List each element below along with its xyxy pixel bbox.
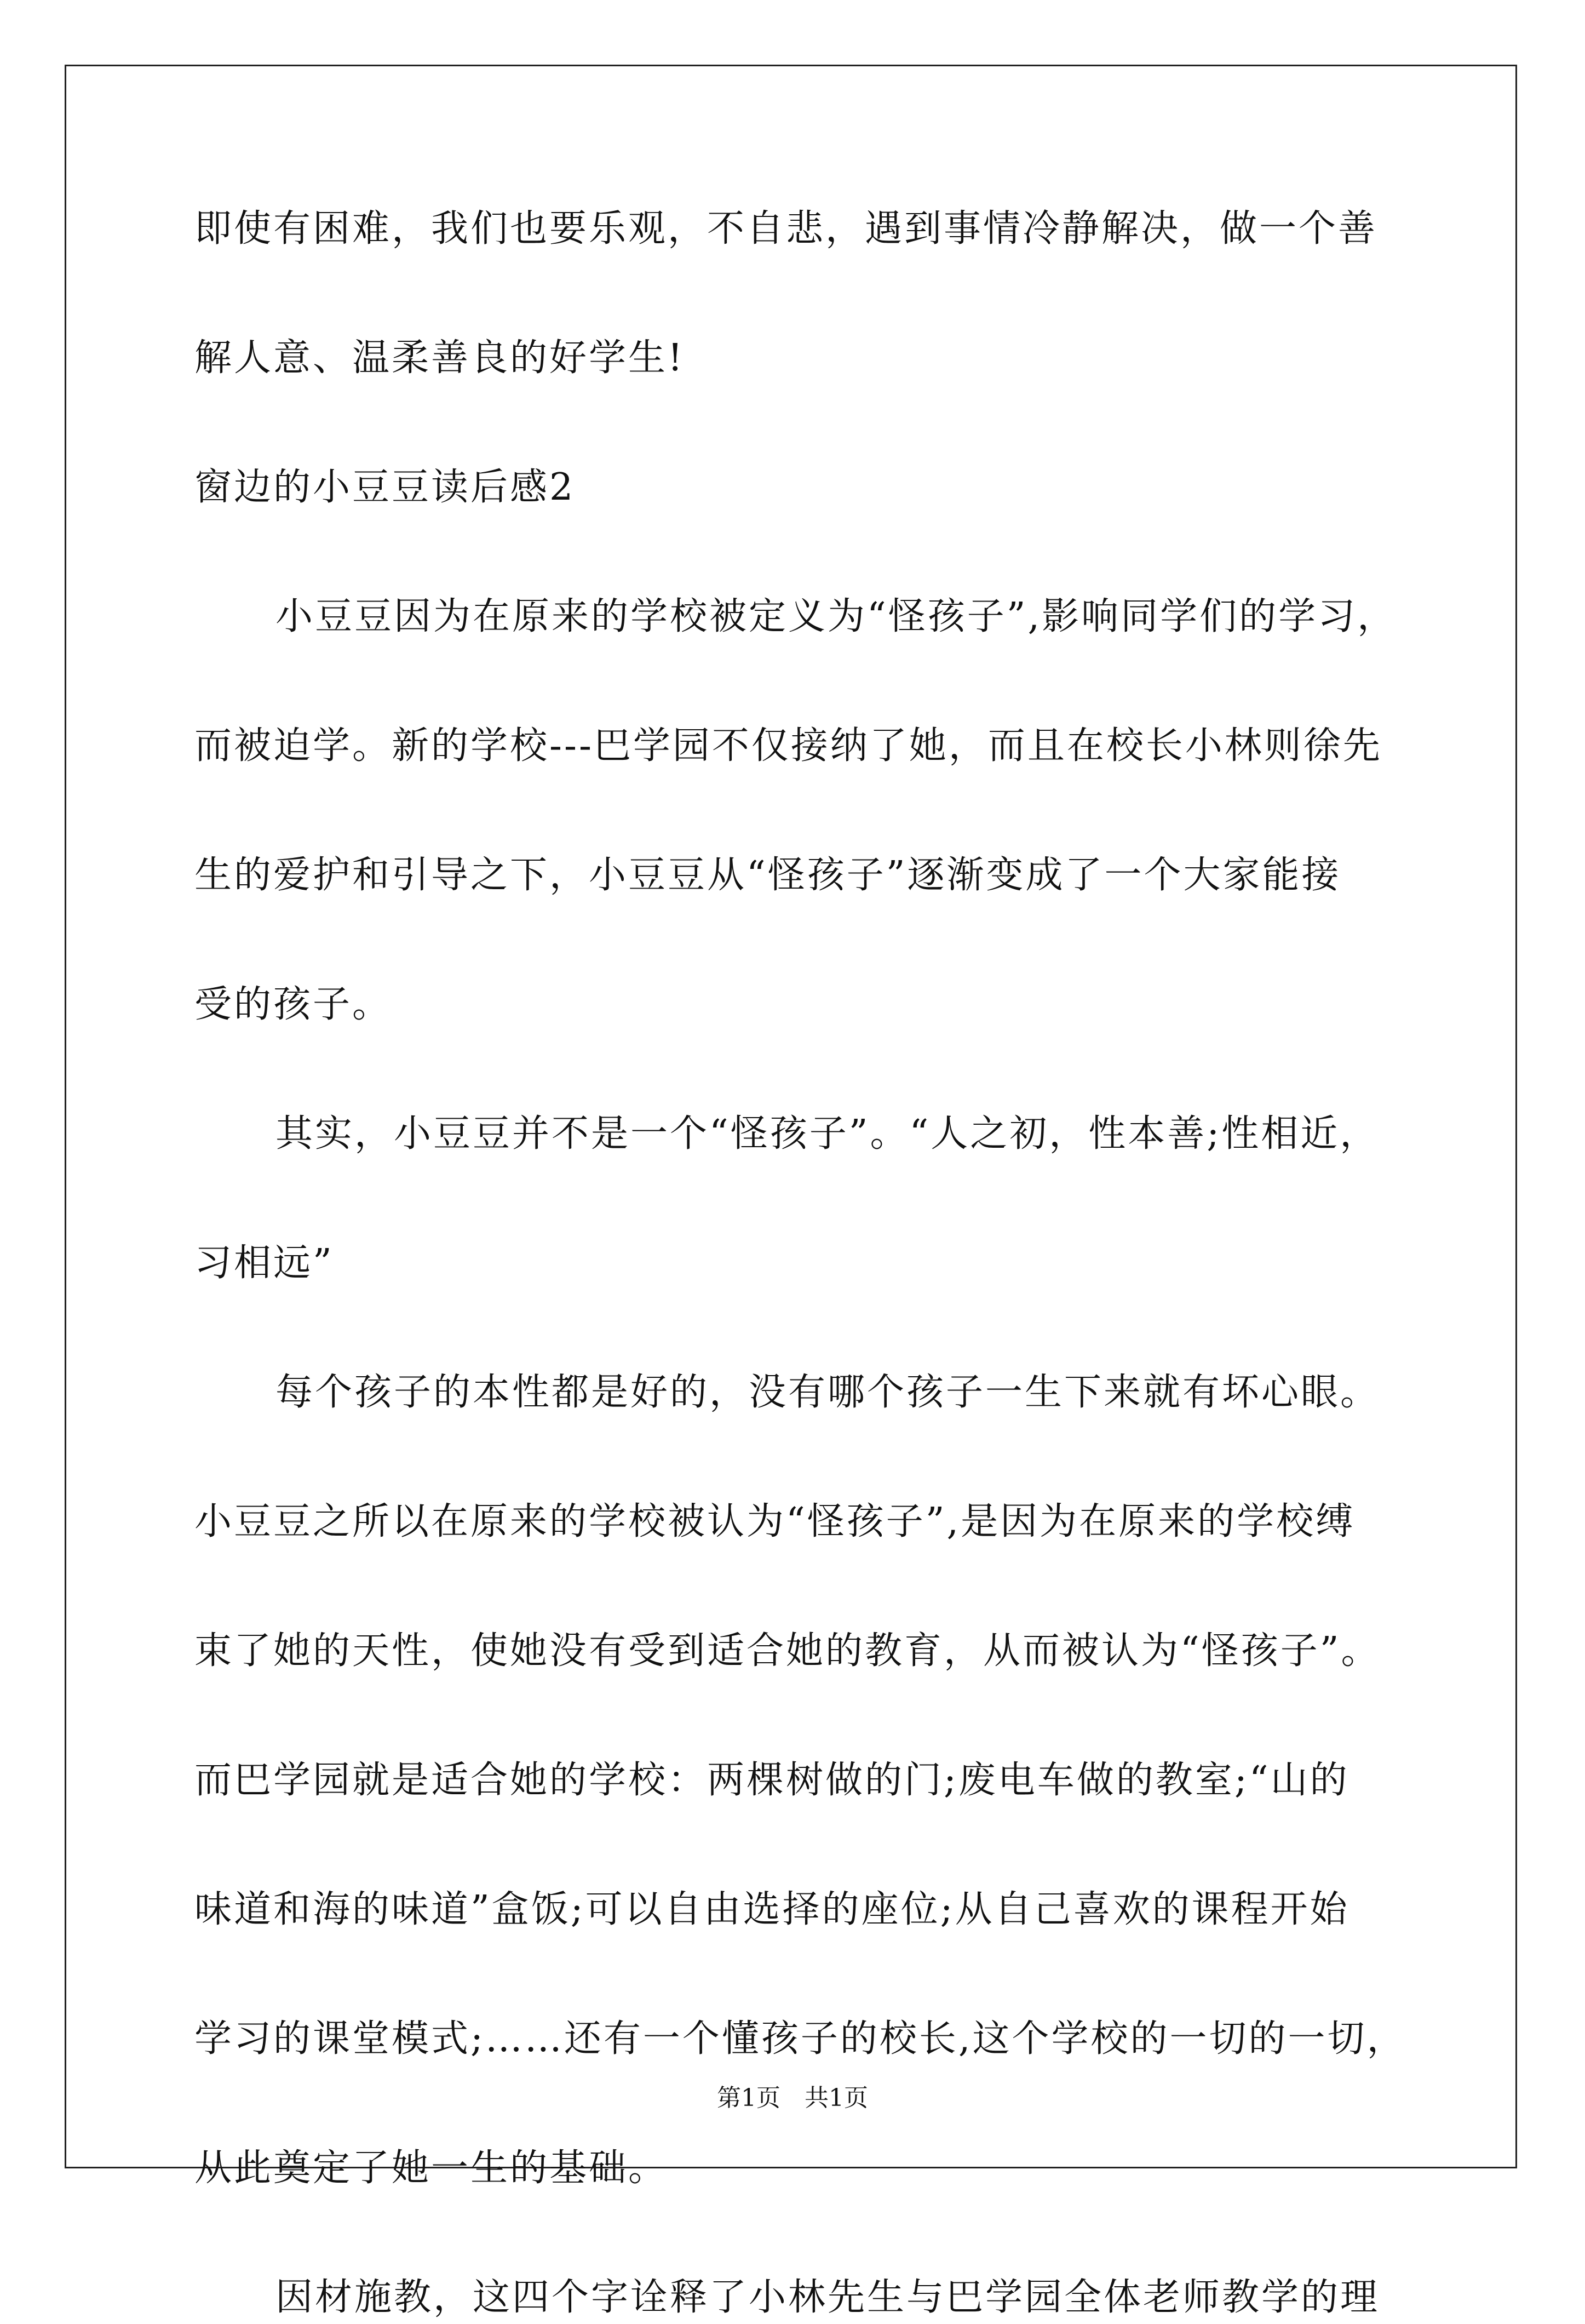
page-number-total: 共1页	[805, 2084, 868, 2112]
paragraph-line: 束了她的天性，使她没有受到适合她的教育，从而被认为“怪孩子”。	[194, 1629, 1381, 1673]
paragraph-line: 生的爱护和引导之下，小豆豆从“怪孩子”逐渐变成了一个大家能接	[194, 854, 1341, 897]
paragraph-line: 味道和海的味道”盒饭;可以自由选择的座位;从自己喜欢的课程开始	[194, 1888, 1349, 1931]
document-body	[194, 203, 1406, 2324]
paragraph-line: 而被迫学。新的学校---巴学园不仅接纳了她，而且在校长小林则徐先	[194, 724, 1382, 768]
paragraph-line: 习相远”	[194, 1241, 334, 1285]
paragraph-line: 学习的课堂模式;……还有一个懂孩子的校长,这个学校的一切的一切，	[194, 2017, 1406, 2060]
paragraph-line: 即使有困难，我们也要乐观，不自悲，遇到事情冷静解决，做一个善	[194, 207, 1378, 250]
paragraph-line: 因材施教，这四个字诠释了小林先生与巴学园全体老师教学的理	[275, 2276, 1380, 2319]
paragraph-line: 小豆豆因为在原来的学校被定义为“怪孩子”,影响同学们的学习，	[275, 595, 1397, 638]
page-footer	[0, 2082, 1585, 2115]
paragraph-line: 解人意、温柔善良的好学生!	[194, 336, 685, 380]
section-heading: 窗边的小豆豆读后感2	[194, 466, 576, 509]
paragraph-line: 其实，小豆豆并不是一个“怪孩子”。“人之初，性本善;性相近，	[275, 1112, 1380, 1155]
paragraph-line: 小豆豆之所以在原来的学校被认为“怪孩子”,是因为在原来的学校缚	[194, 1500, 1356, 1543]
paragraph-line: 而巴学园就是适合她的学校：两棵树做的门;废电车做的教室;“山的	[194, 1759, 1349, 1802]
paragraph-line: 每个孩子的本性都是好的，没有哪个孩子一生下来就有坏心眼。	[275, 1371, 1380, 1414]
page-number-current: 第1页	[717, 2084, 780, 2112]
paragraph-line: 受的孩子。	[194, 983, 392, 1026]
paragraph-line: 从此奠定了她一生的基础。	[194, 2146, 668, 2190]
